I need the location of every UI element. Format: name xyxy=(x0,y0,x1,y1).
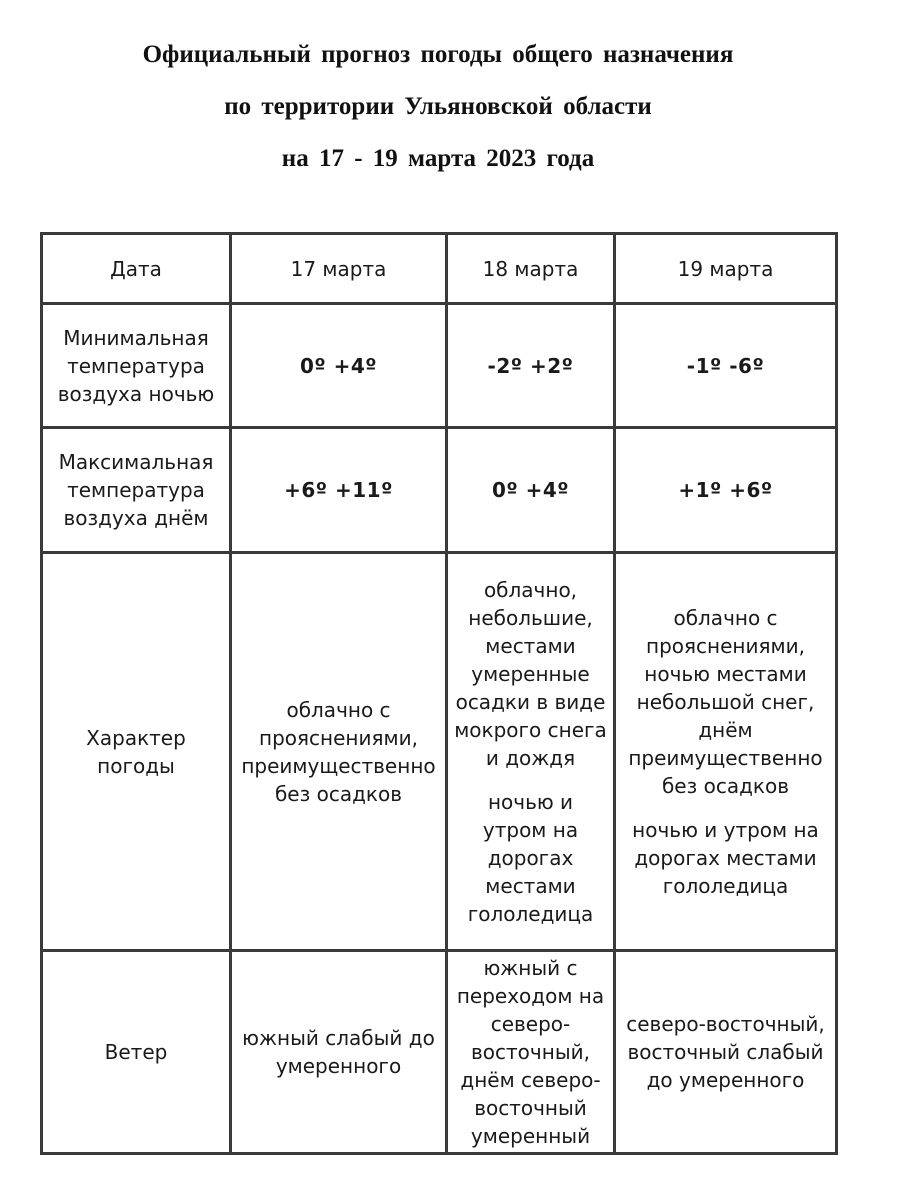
wind-18-line: восточный xyxy=(474,1096,587,1120)
min-temp-label xyxy=(42,304,231,428)
wind-17 xyxy=(231,951,447,1154)
weather-18-line: осадки в виде xyxy=(455,689,606,714)
weather-19-main xyxy=(618,604,833,800)
weather-18-road-line: местами xyxy=(485,873,576,898)
forecast-table xyxy=(40,232,838,1155)
weather-19-road-line: ночью и утром на xyxy=(632,817,819,842)
weather-label xyxy=(42,553,231,951)
weather-18 xyxy=(447,553,615,951)
wind-18-line: умеренный xyxy=(470,1124,591,1148)
table-row-weather xyxy=(42,553,837,951)
max-temp-label-line: температура xyxy=(67,478,205,502)
wind-label: Ветер xyxy=(42,951,231,1154)
weather-19-road-line: дорогах местами xyxy=(634,845,817,870)
weather-19-line: днём xyxy=(698,717,753,742)
min-temp-label-line: температура xyxy=(67,353,205,378)
max-temp-19: +1º +6º xyxy=(615,428,837,553)
wind-19-line: восточный слабый xyxy=(627,1040,824,1064)
wind-18-line: восточный, xyxy=(471,1040,590,1064)
table-row-min-temp xyxy=(42,304,837,428)
wind-18-line: днём северо- xyxy=(460,1068,601,1092)
date-header-cell: Дата xyxy=(42,234,231,304)
weather-18-line: мокрого снега xyxy=(454,717,607,742)
min-temp-19: -1º -6º xyxy=(615,304,837,428)
table-row-max-temp xyxy=(42,428,837,553)
max-temp-17: +6º +11º xyxy=(231,428,447,553)
weather-label-line: Характер xyxy=(86,725,186,750)
date-cell-17: 17 марта xyxy=(231,234,447,304)
weather-17-line: облачно с xyxy=(286,697,391,722)
weather-18-road-line: дорогах xyxy=(487,845,574,870)
wind-18-line: северо- xyxy=(490,1012,571,1036)
weather-19-line: ночью местами xyxy=(644,661,807,686)
weather-19-line: облачно с xyxy=(673,605,778,630)
title-line-1: Официальный прогноз погоды общего назначения xyxy=(142,41,734,68)
weather-label-line: погоды xyxy=(97,753,175,778)
weather-18-line: небольшие, xyxy=(468,605,593,630)
table-row-dates xyxy=(42,234,837,304)
wind-18-line: переходом на xyxy=(456,984,605,1008)
min-temp-label-line: Минимальная xyxy=(63,325,209,350)
date-cell-18: 18 марта xyxy=(447,234,615,304)
wind-17-line: умеренного xyxy=(275,1054,402,1078)
wind-18-line: южный с xyxy=(483,956,578,980)
weather-19-line: без осадков xyxy=(661,773,790,798)
weather-19-road-line: гололедица xyxy=(662,873,789,898)
weather-18-road-line: гололедица xyxy=(467,901,594,926)
weather-19-line: преимущественно xyxy=(628,745,823,770)
title-line-2: по территории Ульяновской области xyxy=(224,93,652,120)
weather-19-road xyxy=(618,816,833,900)
weather-19 xyxy=(615,553,837,951)
weather-17 xyxy=(231,553,447,951)
wind-19-line: до умеренного xyxy=(646,1068,805,1092)
max-temp-18: 0º +4º xyxy=(447,428,615,553)
weather-18-line: облачно, xyxy=(483,577,578,602)
weather-19-line: прояснениями, xyxy=(646,633,805,658)
wind-18 xyxy=(447,951,615,1154)
max-temp-label-line: воздуха днём xyxy=(63,506,209,530)
weather-18-line: местами xyxy=(485,633,576,658)
weather-17-line: прояснениями, xyxy=(259,725,418,750)
table-row-wind xyxy=(42,951,837,1154)
weather-19-line: небольшой снег, xyxy=(636,689,815,714)
weather-18-line: и дождя xyxy=(485,745,576,770)
weather-18-road xyxy=(450,788,611,928)
weather-18-line: умеренные xyxy=(471,661,590,686)
min-temp-18: -2º +2º xyxy=(447,304,615,428)
weather-18-road-line: утром на xyxy=(482,817,579,842)
weather-17-line: без осадков xyxy=(274,781,403,806)
wind-17-line: южный слабый до xyxy=(242,1026,435,1050)
max-temp-label-line: Максимальная xyxy=(58,450,214,474)
weather-18-main xyxy=(450,576,611,772)
wind-19 xyxy=(615,951,837,1154)
title-line-3: на 17 - 19 марта 2023 года xyxy=(281,145,595,172)
min-temp-label-line: воздуха ночью xyxy=(57,381,215,406)
weather-18-road-line: ночью и xyxy=(487,789,574,814)
wind-19-line: северо-восточный, xyxy=(626,1012,825,1036)
max-temp-label xyxy=(42,428,231,553)
weather-17-line: преимущественно xyxy=(241,753,436,778)
date-cell-19: 19 марта xyxy=(615,234,837,304)
min-temp-17: 0º +4º xyxy=(231,304,447,428)
